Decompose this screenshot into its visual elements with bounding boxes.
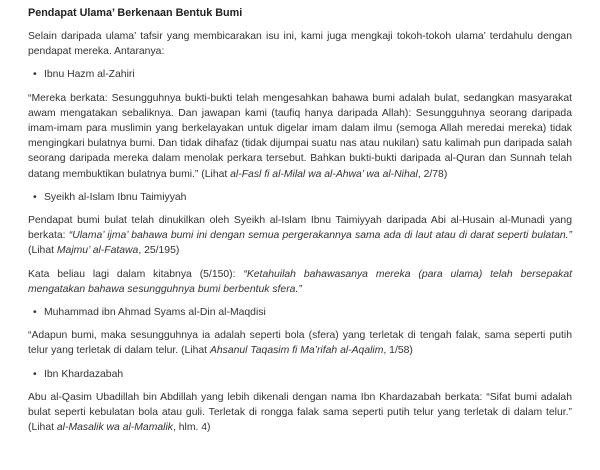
section-heading: Pendapat Ulama’ Berkenaan Bentuk Bumi: [28, 7, 243, 19]
citation-prefix: (Lihat: [198, 168, 231, 180]
paragraph-ibnu-taimiyyah-1: [28, 213, 572, 259]
citation-title: al-Masalik wa al-Mamalik: [56, 422, 173, 434]
paragraph-text: Kata beliau lagi dalam kitabnya (5/150):: [28, 268, 244, 280]
intro-paragraph: Selain daripada ulama’ tafsir yang membicarakan isu ini, kami juga mengkaji tokoh-tokoh ulama’ terdahulu dengan pendapat mereka. Antaranya:: [28, 31, 572, 58]
quote-text: “Adapun bumi, maka sesungguhnya ia adalah seperti bola (sfera) yang terletak di tengah falak, sama seperti putih telur yang terletak di dalam telur.: [28, 330, 572, 357]
scholar-name-ibnu-hazm: • Ibnu Hazm al-Zahiri: [44, 67, 572, 82]
citation-prefix: (Lihat: [28, 422, 57, 434]
citation-suffix: , 25/195): [138, 245, 180, 257]
scholar-list-1: [28, 67, 572, 82]
quote-al-maqdisi: [28, 328, 572, 358]
citation-suffix: , 1/58): [383, 345, 413, 357]
citation-prefix: (Lihat: [178, 345, 210, 357]
paragraph-text: Pendapat bumi bulat telah dinukilkan oleh Syeikh al-Islam Ibnu Taimiyyah daripada Abi al-Husain al-Munadi yang berkata:: [28, 215, 572, 242]
citation-prefix: (Lihat: [28, 245, 57, 257]
citation-title: Ahsanul Taqasim fi Ma’rifah al-Aqalim: [209, 345, 384, 357]
scholar-list-4: [28, 367, 572, 382]
citation-title: Majmu’ al-Fatawa: [56, 245, 139, 257]
quote-text: “Ketahuilah bahawasanya mereka (para ulama) telah bersepakat mengatakan bahawa sesungguhnya bumi berbentuk sfera.”: [28, 268, 572, 295]
scholar-name-ibnu-taimiyyah: • Syeikh al-Islam Ibnu Taimiyyah: [44, 190, 572, 205]
scholar-list-3: [28, 305, 572, 320]
quote-ibnu-hazm: [28, 91, 572, 182]
citation-title: al-Fasl fi al-Milal wa al-Ahwa’ wa al-Nihal: [230, 168, 418, 180]
scholar-name-ibn-khardazabah: • Ibn Khardazabah: [44, 367, 572, 382]
quote-text: “Ulama’ ijma’ bahawa bumi ini dengan semua pergerakannya sama ada di laut atau di darat seperti bulatan.”: [68, 230, 572, 242]
scholar-list-2: [28, 190, 572, 205]
paragraph-ibn-khardazabah: [28, 390, 572, 436]
citation-suffix: , hlm. 4): [172, 422, 211, 434]
paragraph-text: Abu al-Qasim Ubadillah bin Abdillah yang lebih dikenali dengan nama Ibn Khardazabah berkata: “Sifat bumi adalah bulat seperti kebulatan bola atau guli. Terletak di rongga falak sama seperti putih telur yang terletak di dalam telur.”: [28, 391, 572, 419]
paragraph-ibnu-taimiyyah-2: [28, 267, 572, 297]
scholar-name-al-maqdisi: • Muhammad ibn Ahmad Syams al-Din al-Maqdisi: [44, 305, 572, 320]
citation-suffix: , 2/78): [417, 168, 448, 180]
quote-text: “Mereka berkata: Sesungguhnya bukti-bukti telah mengesahkan bahawa bumi adalah bulat, sedangkan masyarakat awam mengatakan sebaliknya. Dan jawapan kami (taufiq hanya daripada Allah): Sesungguhnya seorang daripada imam-imam para muslimin yang berkelayakan untuk digelar imam dalam ilmu (semoga Allah meredai mereka) tidak mengingkari bulatnya bumi. Dan tidak dihafaz (tidak dijumpai suatu nas atau nukilan) satu kalimah pun daripada salah seorang daripada mereka dalam menolak perkara tersebut. Bahkan bukti-bukti daripada al-Quran dan Sunnah telah datang membuktikan bulatnya bumi.”: [28, 92, 572, 180]
